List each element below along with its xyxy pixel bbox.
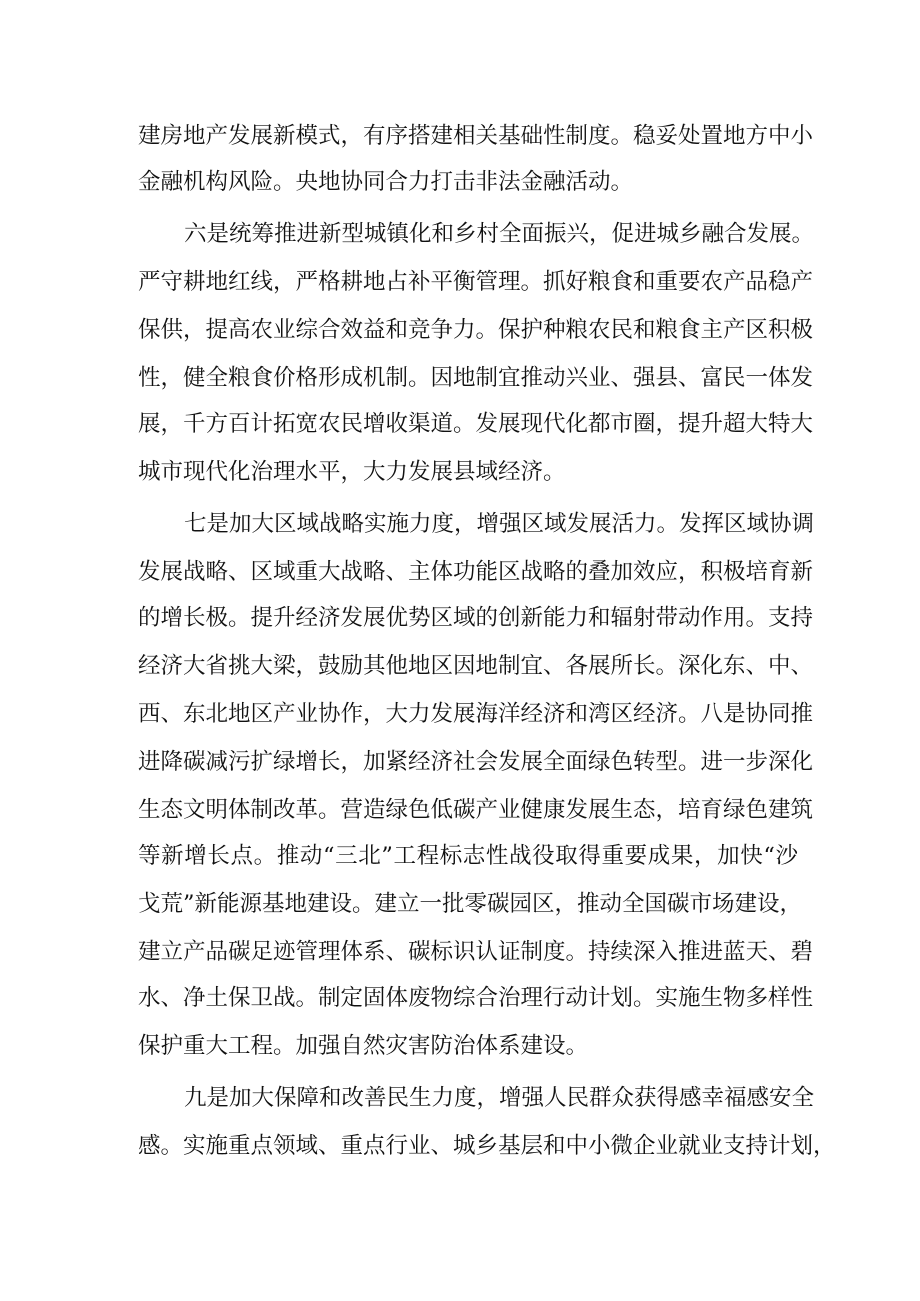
text-line: 感。实施重点领域、重点行业、城乡基层和中小微企业就业支持计划， [138,1133,836,1159]
paragraph-start-line: 六是统筹推进新型城镇化和乡村全面振兴，促进城乡融合发展。 [184,221,815,247]
text-line: 保护重大工程。加强自然灾害防治体系建设。 [138,1033,589,1059]
text-line: 西、东北地区产业协作，大力发展海洋经济和湾区经济。八是协同推 [138,701,814,727]
text-line: 经济大省挑大梁，鼓励其他地区因地制宜、各展所长。深化东、中、 [138,653,814,679]
text-line: 的增长极。提升经济发展优势区域的创新能力和辐射带动作用。支持 [138,605,814,631]
text-line: 保供，提高农业综合效益和竞争力。保护种粮农民和粮食主产区积极 [138,317,814,343]
text-line: 水、净土保卫战。制定固体废物综合治理行动计划。实施生物多样性 [138,985,814,1011]
text-line: 等新增长点。推动“三北”工程标志性战役取得重要成果，加快“沙 [138,843,798,869]
text-line: 发展战略、区域重大战略、主体功能区战略的叠加效应，积极培育新 [138,559,814,585]
text-line: 戈荒”新能源基地建设。建立一批零碳园区，推动全国碳市场建设， [138,891,803,917]
text-line: 建立产品碳足迹管理体系、碳标识认证制度。持续深入推进蓝天、碧 [138,939,814,965]
text-line: 性，健全粮食价格形成机制。因地制宜推动兴业、强县、富民一体发 [138,365,814,391]
paragraph-start-line: 九是加大保障和改善民生力度，增强人民群众获得感幸福感安全 [184,1085,815,1111]
text-line: 城市现代化治理水平，大力发展县域经济。 [138,459,566,485]
text-line: 建房地产发展新模式，有序搭建相关基础性制度。稳妥处置地方中小 [138,123,814,149]
paragraph-start-line: 七是加大区域战略实施力度，增强区域发展活力。发挥区域协调 [184,511,815,537]
text-line: 严守耕地红线，严格耕地占补平衡管理。抓好粮食和重要农产品稳产 [138,269,814,295]
text-line: 生态文明体制改革。营造绿色低碳产业健康发展生态，培育绿色建筑 [138,797,814,823]
text-line: 进降碳减污扩绿增长，加紧经济社会发展全面绿色转型。进一步深化 [138,749,814,775]
text-line: 金融机构风险。央地协同合力打击非法金融活动。 [138,169,634,195]
text-line: 展，千方百计拓宽农民增收渠道。发展现代化都市圈，提升超大特大 [138,411,814,437]
